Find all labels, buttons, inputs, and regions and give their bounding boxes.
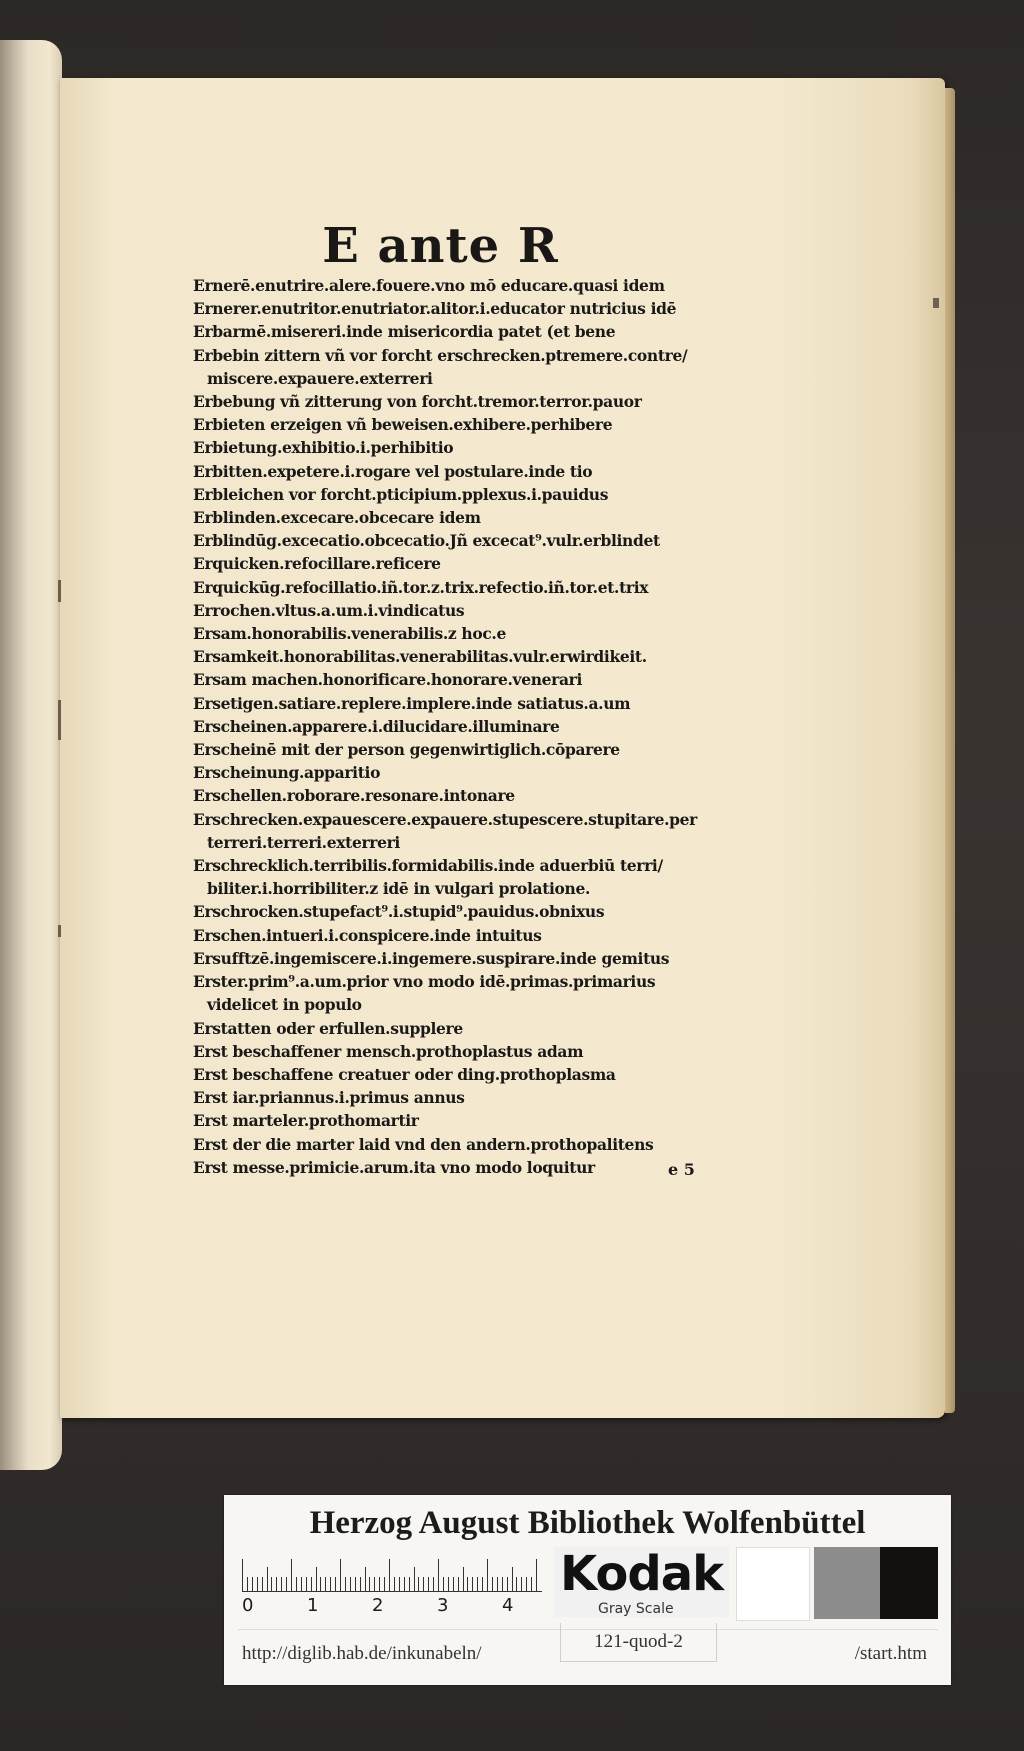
ruler-tick	[291, 1559, 292, 1591]
scale-ruler	[242, 1557, 542, 1592]
ruler-tick	[477, 1577, 478, 1591]
dictionary-entry: Erbietung.exhibitio.i.perhibitio	[193, 438, 454, 458]
dictionary-entry: Ersufftzē.ingemiscere.i.ingemere.suspirare.inde gemitus	[193, 948, 670, 968]
dictionary-entry: Ersam machen.honorificare.honorare.venerari	[193, 670, 583, 690]
ruler-tick	[404, 1577, 405, 1591]
dictionary-entry: Erschrecken.expauescere.expauere.stupescere.stupitare.per	[193, 809, 697, 829]
ruler-tick	[316, 1567, 317, 1591]
dictionary-entry: miscere.expauere.exterreri	[207, 368, 433, 388]
dictionary-entry: Erster.prim⁹.a.um.prior vno modo idē.primas.primarius	[193, 972, 656, 992]
dictionary-entry: Erstatten oder erfullen.supplere	[193, 1018, 463, 1038]
ruler-tick	[516, 1577, 517, 1591]
ruler-tick	[418, 1577, 419, 1591]
library-title: Herzog August Bibliothek Wolfenbüttel	[309, 1505, 866, 1541]
ruler-tick	[531, 1577, 532, 1591]
ruler-tick	[389, 1559, 390, 1591]
margin-tick	[933, 298, 939, 308]
ruler-tick	[482, 1577, 483, 1591]
ruler-tick	[360, 1577, 361, 1591]
ruler-tick	[394, 1577, 395, 1591]
ruler-tick	[443, 1577, 444, 1591]
ruler-tick	[438, 1559, 439, 1591]
dictionary-entry: Ersetigen.satiare.replere.implere.inde satiatus.a.um	[193, 693, 631, 713]
dictionary-entry: Ersamkeit.honorabilitas.venerabilitas.vulr.erwirdikeit.	[193, 647, 647, 667]
library-target-card	[224, 1495, 951, 1685]
dictionary-entry: Erschen.intueri.i.conspicere.inde intuitus	[193, 925, 542, 945]
dictionary-entry: Erquicken.refocillare.reficere	[193, 554, 441, 574]
url-prefix: http://diglib.hab.de/inkunabeln/	[242, 1643, 482, 1664]
signature-mark: e 5	[668, 1160, 695, 1179]
dictionary-entry: Errochen.vltus.a.um.i.vindicatus	[193, 600, 465, 620]
ruler-tick	[330, 1577, 331, 1591]
ruler-tick	[350, 1577, 351, 1591]
ruler-tick	[409, 1577, 410, 1591]
kodak-logo-block	[554, 1547, 729, 1617]
ruler-tick	[325, 1577, 326, 1591]
dictionary-entry: Erblindūg.excecatio.obcecatio.Jñ excecat⁹.vulr.erblindet	[193, 531, 660, 551]
dictionary-entry: Erscheinē mit der person gegenwirtiglich.cōparere	[193, 740, 620, 760]
ruler-numbers	[242, 1595, 542, 1619]
ruler-tick	[526, 1577, 527, 1591]
ruler-tick	[384, 1577, 385, 1591]
ruler-tick	[379, 1577, 380, 1591]
dictionary-entry: Erbebin zittern vñ vor forcht erschrecken.ptremere.contre/	[193, 345, 688, 365]
dictionary-entry: terreri.terreri.exterreri	[207, 832, 400, 852]
ruler-tick	[271, 1577, 272, 1591]
url-identifier: 121-quod-2	[560, 1623, 717, 1662]
ruler-tick	[521, 1577, 522, 1591]
ruler-tick	[502, 1577, 503, 1591]
ruler-tick	[458, 1577, 459, 1591]
ruler-tick	[267, 1567, 268, 1591]
ruler-tick	[257, 1577, 258, 1591]
dictionary-entry: Erbarmē.misereri.inde misericordia patet (et bene	[193, 322, 616, 342]
dictionary-entry: videlicet in populo	[207, 995, 362, 1015]
margin-mark	[58, 700, 61, 740]
dictionary-entry: Erst beschaffene creatuer oder ding.prothoplasma	[193, 1064, 616, 1084]
dictionary-entry: Erblinden.excecare.obcecare idem	[193, 508, 481, 528]
ruler-tick	[472, 1577, 473, 1591]
ruler-tick	[345, 1577, 346, 1591]
dictionary-entry: Erst der die marter laid vnd den andern.prothopalitens	[193, 1134, 654, 1154]
ruler-tick	[453, 1577, 454, 1591]
page-heading: E ante R	[322, 218, 559, 274]
dictionary-entry: Erschrocken.stupefact⁹.i.stupid⁹.pauidus.obnixus	[193, 902, 605, 922]
dictionary-entries	[193, 274, 833, 1179]
dictionary-entry: Erbitten.expetere.i.rogare vel postulare.inde tio	[193, 461, 593, 481]
url-suffix: /start.htm	[854, 1643, 927, 1664]
dictionary-entry: Erscheinen.apparere.i.dilucidare.illuminare	[193, 716, 560, 736]
margin-mark	[58, 580, 61, 602]
ruler-tick	[467, 1577, 468, 1591]
ruler-number: 2	[372, 1595, 384, 1616]
ruler-tick	[301, 1577, 302, 1591]
dictionary-entry: Erst marteler.prothomartir	[193, 1111, 419, 1131]
ruler-tick	[320, 1577, 321, 1591]
margin-mark	[58, 925, 61, 937]
book-page	[60, 78, 945, 1418]
dictionary-entry: Erbleichen vor forcht.pticipium.pplexus.i.pauidus	[193, 484, 609, 504]
ruler-tick	[340, 1559, 341, 1591]
ruler-tick	[448, 1577, 449, 1591]
dictionary-entry: Erst iar.priannus.i.primus annus	[193, 1088, 465, 1108]
ruler-tick	[369, 1577, 370, 1591]
dictionary-entry: Ernerer.enutritor.enutriator.alitor.i.educator nutricius idē	[193, 299, 677, 319]
white-swatch	[736, 1547, 810, 1621]
ruler-tick	[276, 1577, 277, 1591]
dictionary-entry: Ersam.honorabilis.venerabilis.z hoc.e	[193, 624, 506, 644]
ruler-tick	[262, 1577, 263, 1591]
ruler-tick	[355, 1577, 356, 1591]
kodak-gray-scale-label: Gray Scale	[598, 1601, 674, 1617]
dictionary-entry: Erschrecklich.terribilis.formidabilis.inde aduerbiū terri/	[193, 856, 663, 876]
dictionary-entry: Erbieten erzeigen vñ beweisen.exhibere.perhibere	[193, 415, 613, 435]
ruler-number: 4	[502, 1595, 514, 1616]
dictionary-entry: Erbebung vñ zitterung von forcht.tremor.terror.pauor	[193, 392, 642, 412]
ruler-tick	[463, 1567, 464, 1591]
black-swatch	[880, 1547, 938, 1619]
dictionary-entry: Erst messe.primicie.arum.ita vno modo loquitur	[193, 1157, 595, 1177]
gray-swatch	[814, 1547, 880, 1619]
ruler-tick	[492, 1577, 493, 1591]
ruler-tick	[414, 1567, 415, 1591]
kodak-brand: Kodak	[560, 1546, 723, 1602]
ruler-tick	[497, 1577, 498, 1591]
ruler-tick	[252, 1577, 253, 1591]
ruler-tick	[281, 1577, 282, 1591]
ruler-tick	[507, 1577, 508, 1591]
ruler-tick	[433, 1577, 434, 1591]
ruler-tick	[247, 1577, 248, 1591]
ruler-tick	[512, 1567, 513, 1591]
ruler-number: 0	[242, 1595, 254, 1616]
ruler-tick	[365, 1567, 366, 1591]
ruler-tick	[487, 1559, 488, 1591]
ruler-tick	[374, 1577, 375, 1591]
ruler-tick	[286, 1577, 287, 1591]
ruler-tick	[242, 1559, 243, 1591]
dictionary-entry: Ernerē.enutrire.alere.fouere.vno mō educare.quasi idem	[193, 276, 665, 295]
dictionary-entry: Erst beschaffener mensch.prothoplastus adam	[193, 1041, 584, 1061]
dictionary-entry: biliter.i.horribiliter.z idē in vulgari prolatione.	[207, 879, 591, 899]
ruler-tick	[306, 1577, 307, 1591]
dictionary-entry: Erschellen.roborare.resonare.intonare	[193, 786, 515, 806]
ruler-number: 1	[307, 1595, 319, 1616]
ruler-tick	[423, 1577, 424, 1591]
dictionary-entry: Erscheinung.apparitio	[193, 763, 381, 783]
dictionary-entry: Erquickūg.refocillatio.iñ.tor.z.trix.refectio.iñ.tor.et.trix	[193, 577, 649, 597]
ruler-tick	[311, 1577, 312, 1591]
ruler-tick	[296, 1577, 297, 1591]
ruler-tick	[335, 1577, 336, 1591]
ruler-tick	[536, 1559, 537, 1591]
ruler-number: 3	[437, 1595, 449, 1616]
ruler-tick	[428, 1577, 429, 1591]
ruler-tick	[399, 1577, 400, 1591]
